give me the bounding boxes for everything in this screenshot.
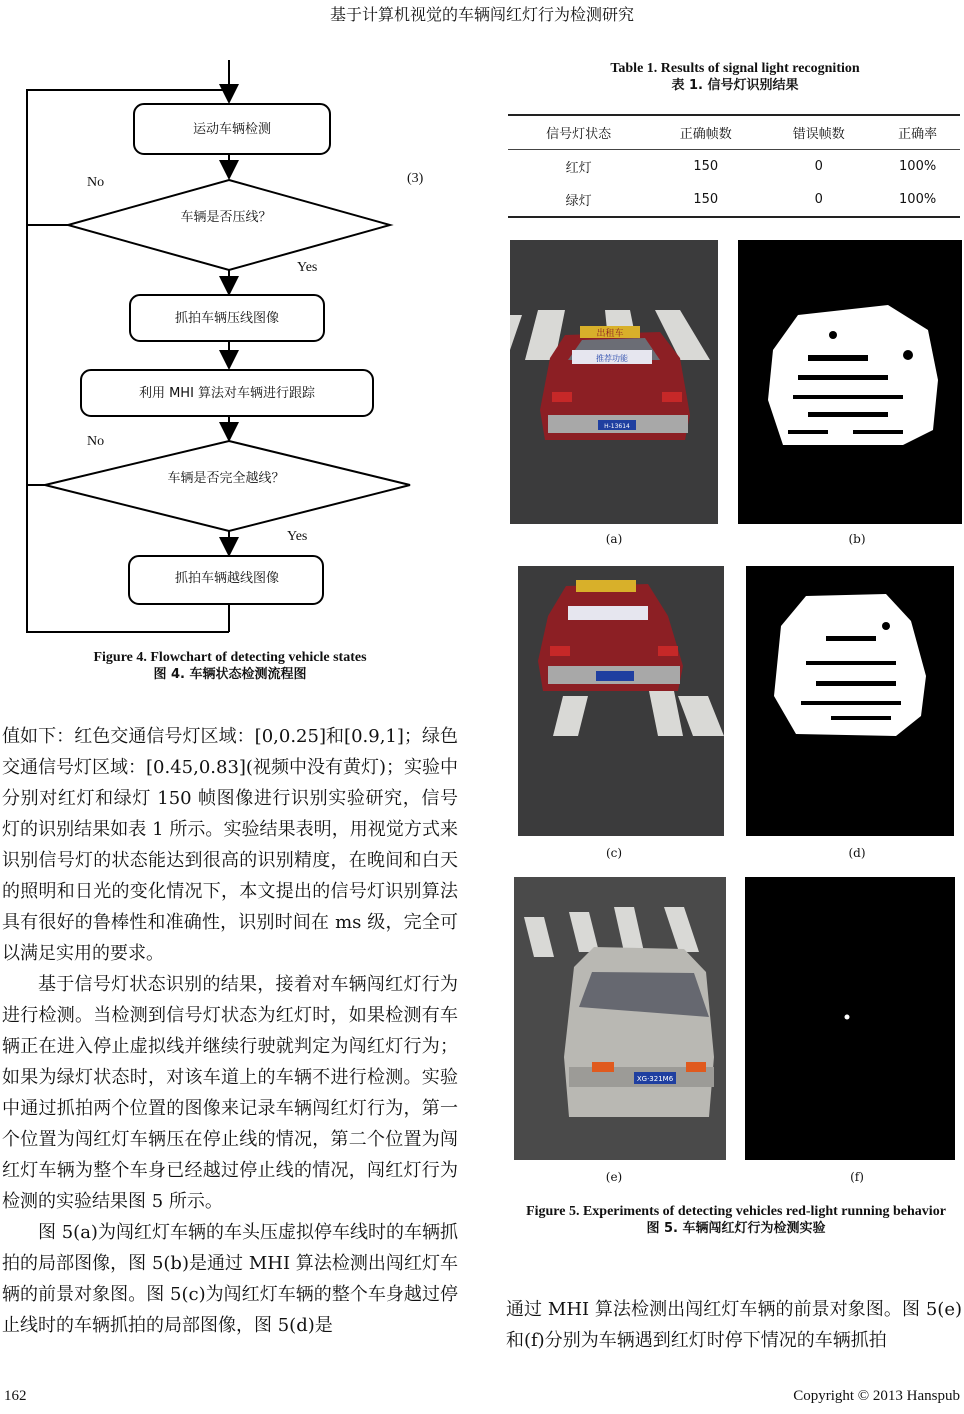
table-row xyxy=(508,150,960,184)
figure-5d-image xyxy=(746,566,954,836)
subfig-label-c: (c) xyxy=(605,846,623,860)
running-header: 基于计算机视觉的车辆闯红灯行为检测研究 xyxy=(329,5,634,24)
figure-5-caption-zh: 图 5. 车辆闯红灯行为检测实验 xyxy=(646,1221,826,1236)
flow-label-detect: 运动车辆检测 xyxy=(192,122,272,137)
figure-5-caption-en: Figure 5. Experiments of detecting vehicles red-light running behavior xyxy=(526,1204,946,1219)
equation-number: (3) xyxy=(407,171,424,186)
figure-5e-image xyxy=(514,877,726,1160)
table-1-caption xyxy=(508,60,962,94)
subfig-label-d: (d) xyxy=(848,846,866,860)
figure-4-caption xyxy=(0,649,460,683)
figure-5a-image xyxy=(510,240,718,524)
table-cell: 0 xyxy=(814,192,823,207)
flow-label-cross-line: 车辆是否压线？ xyxy=(180,210,272,225)
table-cell: 100% xyxy=(899,159,937,174)
taxi-ad-text: 推荐功能 xyxy=(596,354,628,363)
table-cell: 150 xyxy=(693,159,719,174)
table-header: 信号灯状态 xyxy=(546,127,612,142)
figure-4-caption-en: Figure 4. Flowchart of detecting vehicle states xyxy=(93,650,367,665)
plate-text-e: XG·321M6 xyxy=(636,1075,674,1083)
flow-yes-2: Yes xyxy=(287,529,308,544)
table-cell: 150 xyxy=(693,192,719,207)
flow-yes-1: Yes xyxy=(297,260,318,275)
left-column-text xyxy=(2,721,458,1341)
taxi-sign-text: 出租车 xyxy=(596,329,624,339)
flow-label-full-cross: 车辆是否完全越线？ xyxy=(167,471,285,486)
subfig-label-f: (f) xyxy=(850,1170,864,1184)
table-cell: 绿灯 xyxy=(565,194,592,209)
figure-5b-image xyxy=(738,240,962,524)
flowchart-figure-4 xyxy=(0,50,480,650)
subfig-label-e: (e) xyxy=(605,1170,623,1184)
table-1-caption-zh: 表 1. 信号灯识别结果 xyxy=(671,78,799,93)
copyright: Copyright © 2013 Hanspub xyxy=(793,1388,960,1404)
flow-label-capture-over: 抓拍车辆越线图像 xyxy=(174,571,280,586)
table-cell: 红灯 xyxy=(565,161,592,176)
table-cell: 0 xyxy=(814,159,823,174)
plate-text-a: H-13614 xyxy=(604,423,630,430)
figure-5c-image xyxy=(518,566,724,836)
table-header: 正确帧数 xyxy=(679,127,732,142)
page-number: 162 xyxy=(4,1388,27,1404)
flow-label-capture-cross: 抓拍车辆压线图像 xyxy=(174,311,280,326)
table-1-caption-en: Table 1. Results of signal light recognition xyxy=(610,61,860,76)
paragraph-1: 值如下：红色交通信号灯区域：[0,0.25]和[0.9,1]；绿色交通信号灯区域：[0.45,0.83](视频中没有黄灯)；实验中分别对红灯和绿灯 150 帧图像进行识别实验研究，信号灯的识别结果如表 1 所示。实验结果表明，用视觉方式来识别信号灯的状态能达到很高的识别精度，在晚间和白天的照明和日光的变化情况下，本文提出的信号灯识别算法具有很好的鲁棒性和准确性，识别时间在 ms 级，完全可以满足实用的要求。 xyxy=(2,726,458,964)
figure-4-caption-zh: 图 4. 车辆状态检测流程图 xyxy=(153,667,307,682)
table-1 xyxy=(508,114,960,218)
flow-no-1: No xyxy=(87,175,105,190)
subfig-label-b: (b) xyxy=(848,532,866,546)
table-cell: 100% xyxy=(899,192,937,207)
figure-5f-image xyxy=(745,877,955,1160)
flow-diamond-cross-line xyxy=(68,180,390,270)
subfig-label-a: (a) xyxy=(605,532,623,546)
table-header: 错误帧数 xyxy=(792,127,845,142)
flow-label-mhi-track: 利用 MHI 算法对车辆进行跟踪 xyxy=(138,386,316,401)
flow-no-2: No xyxy=(87,434,105,449)
flow-diamond-full-cross xyxy=(45,441,410,531)
table-header: 正确率 xyxy=(898,127,938,142)
right-column-text: 通过 MHI 算法检测出闯红灯车辆的前景对象图。图 5(e)和(f)分别为车辆遇到红灯时停下情况的车辆抓拍 xyxy=(506,1299,962,1351)
figure-5-caption xyxy=(520,1203,952,1237)
paragraph-3: 图 5(a)为闯红灯车辆的车头压虚拟停车线时的车辆抓拍的局部图像，图 5(b)是通过 MHI 算法检测出闯红灯车辆的前景对象图。图 5(c)为闯红灯车辆的整个车身越过停止线时的车辆抓拍的局部图像，图 5(d)是 xyxy=(2,1222,458,1336)
paragraph-2: 基于信号灯状态识别的结果，接着对车辆闯红灯行为进行检测。当检测到信号灯状态为红灯时，如果检测有车辆正在进入停止虚拟线并继续行驶就判定为闯红灯行为；如果为绿灯状态时，对该车道上的车辆不进行检测。实验中通过抓拍两个位置的图像来记录车辆闯红灯行为，第一个位置为闯红灯车辆压在停止线的情况，第二个位置为闯红灯车辆为整个车身已经越过停止线的情况，闯红灯行为检测的实验结果图 5 所示。 xyxy=(2,974,458,1212)
table-row xyxy=(508,183,960,217)
